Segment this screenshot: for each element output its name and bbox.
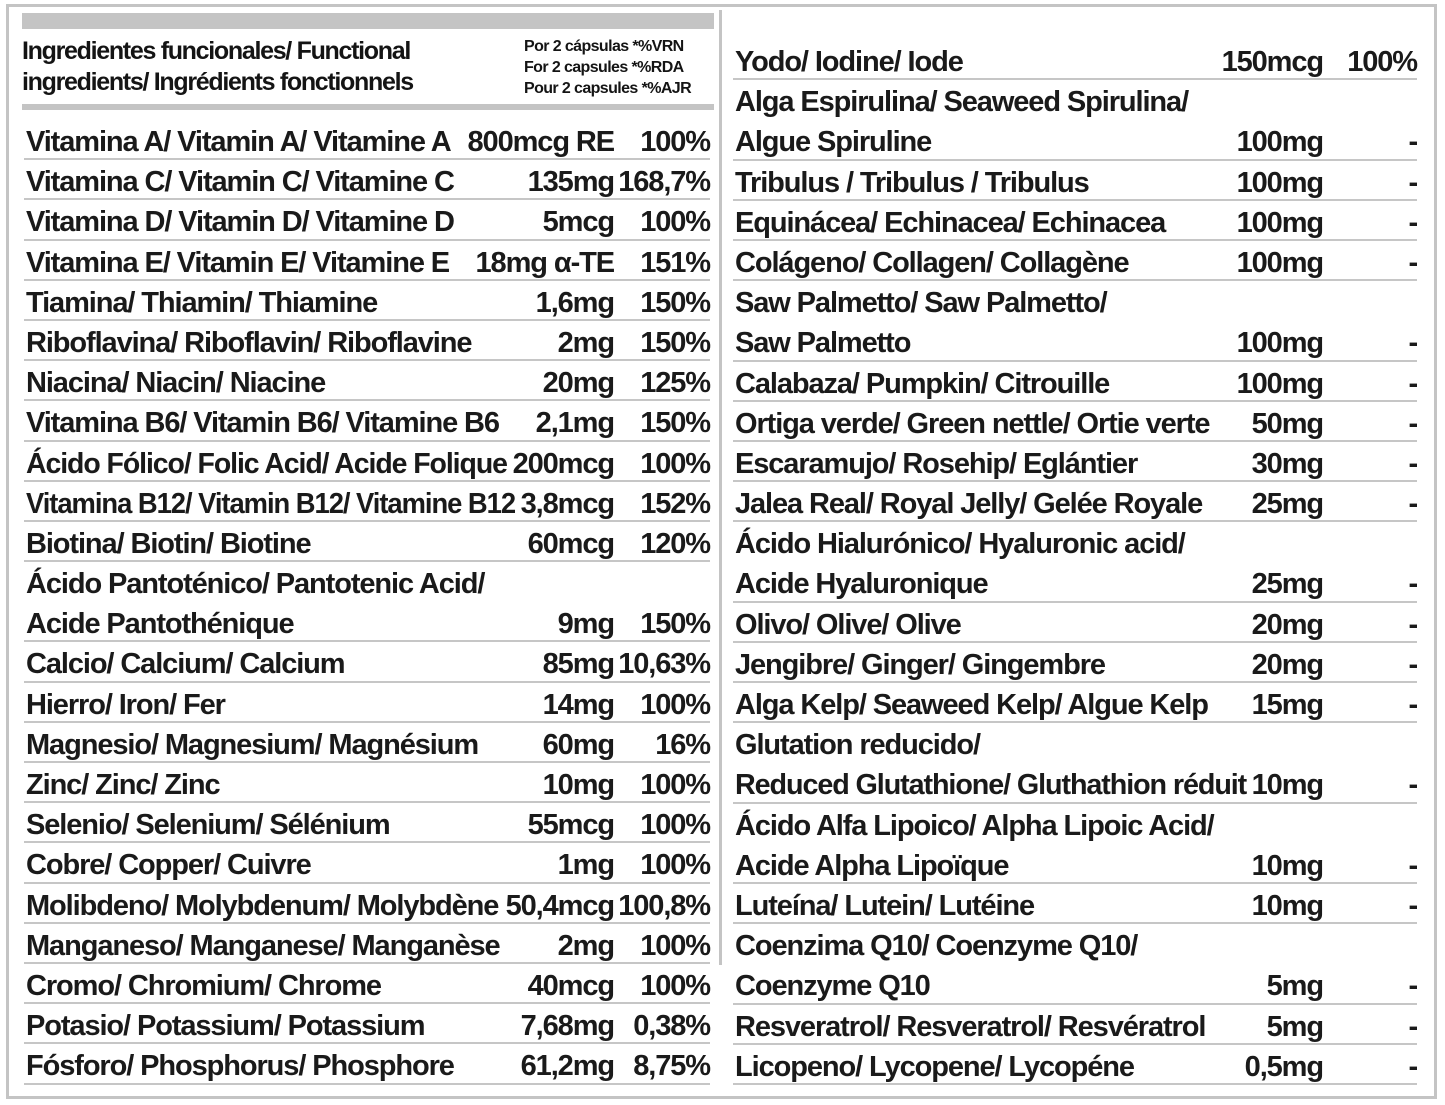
ingredient-percent: 100% (640, 849, 710, 882)
ingredient-percent: - (1408, 206, 1417, 239)
ingredient-percent: 8,75% (633, 1050, 710, 1083)
ingredient-row (24, 884, 710, 924)
ingredient-name: Riboflavina/ Riboflavin/ Riboflavine (26, 326, 472, 359)
ingredient-amount: 800mcg RE (467, 126, 614, 158)
ingredient-name: Resveratrol/ Resveratrol/ Resvératrol (735, 1010, 1206, 1043)
ingredient-amount: 5mg (1266, 970, 1323, 1003)
ingredient-row (24, 361, 710, 401)
ingredient-name: Ácido Pantoténico/ Pantotenic Acid/ (26, 568, 485, 601)
ingredient-name: Alga Kelp/ Seaweed Kelp/ Algue Kelp (735, 689, 1208, 721)
ingredient-amount: 2mg (557, 929, 614, 962)
ingredient-percent: 100% (640, 206, 710, 239)
ingredient-percent: - (1408, 407, 1417, 440)
ingredient-row (24, 482, 710, 522)
ingredient-percent: 151% (640, 246, 710, 279)
ingredient-name: Magnesio/ Magnesium/ Magnésium (26, 728, 479, 761)
ingredient-row (733, 281, 1417, 321)
ingredient-row (733, 442, 1417, 482)
ingredient-row (24, 642, 710, 682)
ingredient-row (733, 120, 1417, 160)
ingredient-percent: - (1408, 447, 1417, 480)
right-ingredient-column (733, 40, 1417, 1085)
ingredient-percent: - (1408, 1010, 1417, 1043)
ingredient-percent: 100% (640, 809, 710, 842)
ingredient-percent: 125% (640, 367, 710, 400)
ingredient-row (733, 362, 1417, 402)
ingredient-name: Yodo/ Iodine/ Iode (735, 46, 963, 78)
ingredient-name: Coenzima Q10/ Coenzyme Q10/ (735, 930, 1138, 963)
ingredient-row (733, 402, 1417, 442)
ingredient-amount: 100mg (1236, 246, 1323, 279)
ingredient-amount: 30mg (1251, 447, 1323, 480)
ingredient-row (24, 924, 710, 964)
header-title-line: ingredients/ Ingrédients fonctionnels (22, 68, 413, 96)
ingredient-amount: 150mcg (1221, 46, 1323, 78)
ingredient-percent: - (1408, 889, 1417, 922)
ingredient-amount: 10mg (1251, 769, 1323, 802)
ingredient-name: Acide Pantothénique (26, 608, 294, 641)
ingredient-row (733, 321, 1417, 361)
ingredient-name: Tiamina/ Thiamin/ Thiamine (26, 286, 378, 319)
ingredient-name: Ácido Fólico/ Folic Acid/ Acide Folique (26, 447, 507, 480)
ingredient-percent: - (1408, 970, 1417, 1003)
ingredient-percent: - (1408, 568, 1417, 601)
ingredient-percent: - (1408, 166, 1417, 199)
ingredient-percent: - (1408, 769, 1417, 802)
ingredient-name: Glutation reducido/ (735, 729, 980, 762)
ingredient-percent: 10,63% (618, 648, 710, 681)
ingredient-row (24, 723, 710, 763)
ingredient-name: Biotina/ Biotin/ Biotine (26, 527, 311, 560)
ingredient-row (24, 200, 710, 240)
ingredient-amount: 2mg (557, 326, 614, 359)
ingredient-amount: 3,8mcg (520, 487, 614, 520)
ingredient-amount: 1,6mg (535, 286, 614, 319)
ingredient-amount: 10mg (1251, 849, 1323, 882)
ingredient-percent: 100% (1347, 46, 1417, 78)
ingredient-percent: 168,7% (618, 166, 710, 199)
ingredient-row (24, 120, 710, 160)
ingredient-row (733, 884, 1417, 924)
ingredient-row (24, 160, 710, 200)
ingredient-percent: 150% (640, 286, 710, 319)
ingredient-name: Algue Spiruline (735, 126, 932, 159)
ingredient-percent: - (1408, 246, 1417, 279)
ingredient-row (733, 804, 1417, 844)
ingredient-amount: 85mg (542, 648, 614, 681)
ingredient-row (733, 844, 1417, 884)
ingredient-amount: 100mg (1236, 166, 1323, 199)
ingredient-name: Zinc/ Zinc/ Zinc (26, 769, 220, 801)
ingredient-amount: 5mcg (542, 206, 614, 239)
ingredient-amount: 10mg (542, 769, 614, 801)
ingredient-row (733, 522, 1417, 562)
ingredient-row (733, 723, 1417, 763)
ingredient-percent: 150% (640, 326, 710, 359)
header-top-bar (22, 13, 714, 29)
ingredient-name: Ácido Hialurónico/ Hyaluronic acid/ (735, 528, 1185, 561)
ingredient-row (24, 401, 710, 441)
ingredient-name: Coenzyme Q10 (735, 970, 930, 1003)
ingredient-name: Cobre/ Copper/ Cuivre (26, 849, 311, 882)
ingredient-percent: - (1408, 126, 1417, 159)
ingredient-name: Manganeso/ Manganese/ Manganèse (26, 929, 500, 962)
ingredient-amount: 60mg (542, 728, 614, 761)
ingredient-row (24, 843, 710, 883)
ingredient-amount: 50,4mcg (505, 889, 614, 922)
ingredient-percent: - (1408, 648, 1417, 681)
ingredient-percent: 100% (640, 929, 710, 962)
ingredient-name: Vitamina A/ Vitamin A/ Vitamine A (26, 126, 451, 158)
ingredient-name: Reduced Glutathione/ Gluthathion réduit (735, 769, 1247, 802)
ingredient-percent: 100,8% (618, 889, 710, 922)
ingredient-row (24, 321, 710, 361)
ingredient-amount: 100mg (1236, 327, 1323, 360)
ingredient-amount: 9mg (557, 608, 614, 641)
ingredient-name: Calabaza/ Pumpkin/ Citrouille (735, 367, 1110, 400)
left-ingredient-column (24, 120, 710, 1085)
ingredient-row (733, 1005, 1417, 1045)
header-title (22, 36, 413, 98)
ingredient-name: Molibdeno/ Molybdenum/ Molybdène (26, 889, 499, 922)
ingredient-row (24, 683, 710, 723)
ingredient-row (24, 1044, 710, 1084)
ingredient-name: Vitamina D/ Vitamin D/ Vitamine D (26, 206, 454, 239)
column-divider (719, 10, 722, 965)
ingredient-percent: 100% (640, 769, 710, 801)
ingredient-amount: 100mg (1236, 367, 1323, 400)
ingredient-amount: 10mg (1251, 889, 1323, 922)
ingredient-row (733, 683, 1417, 723)
ingredient-row (24, 442, 710, 482)
ingredient-name: Potasio/ Potassium/ Potassium (26, 1010, 425, 1043)
ingredient-row (24, 803, 710, 843)
ingredient-row (733, 964, 1417, 1004)
ingredient-amount: 60mcg (527, 527, 614, 560)
ingredient-percent: 120% (640, 527, 710, 560)
ingredient-name: Luteína/ Lutein/ Lutéine (735, 889, 1035, 922)
ingredient-name: Equinácea/ Echinacea/ Echinacea (735, 206, 1166, 239)
ingredient-amount: 7,68mg (520, 1010, 614, 1043)
ingredient-name: Alga Espirulina/ Seaweed Spirulina/ (735, 86, 1189, 119)
ingredient-name: Niacina/ Niacin/ Niacine (26, 367, 326, 400)
ingredient-amount: 20mg (1251, 608, 1323, 641)
ingredient-amount: 55mcg (527, 809, 614, 842)
ingredient-name: Licopeno/ Lycopene/ Lycopéne (735, 1050, 1134, 1083)
ingredient-percent: 100% (640, 688, 710, 721)
ingredient-amount: 61,2mg (520, 1050, 614, 1083)
ingredient-name: Vitamina C/ Vitamin C/ Vitamine C (26, 166, 454, 199)
ingredient-row (24, 562, 710, 602)
header-serving-line: Por 2 cápsulas *%VRN (524, 38, 684, 55)
ingredient-name: Vitamina B12/ Vitamin B12/ Vitamine B12 (26, 487, 516, 520)
ingredient-row (733, 40, 1417, 80)
ingredient-name: Vitamina E/ Vitamin E/ Vitamine E (26, 246, 450, 279)
ingredient-amount: 200mcg (512, 447, 614, 480)
ingredient-percent: 100% (640, 969, 710, 1002)
ingredient-percent: - (1408, 1050, 1417, 1083)
ingredient-percent: 100% (640, 126, 710, 158)
ingredient-row (24, 522, 710, 562)
ingredient-name: Saw Palmetto (735, 327, 911, 360)
ingredient-name: Calcio/ Calcium/ Calcium (26, 648, 345, 681)
ingredient-name: Cromo/ Chromium/ Chrome (26, 969, 381, 1002)
ingredient-name: Selenio/ Selenium/ Sélénium (26, 809, 390, 842)
ingredient-amount: 18mg α-TE (475, 246, 614, 279)
ingredient-amount: 100mg (1236, 206, 1323, 239)
ingredient-row (733, 562, 1417, 602)
table-header (22, 34, 714, 110)
ingredient-row (24, 602, 710, 642)
ingredient-percent: - (1408, 488, 1417, 521)
header-serving-line: Pour 2 capsules *%AJR (524, 80, 692, 97)
ingredient-percent: 150% (640, 608, 710, 641)
ingredient-row (733, 763, 1417, 803)
ingredient-name: Ortiga verde/ Green nettle/ Ortie verte (735, 407, 1210, 440)
ingredient-amount: 25mg (1251, 488, 1323, 521)
ingredient-amount: 135mg (527, 166, 614, 199)
header-title-line: Ingredientes funcionales/ Functional (22, 37, 410, 65)
ingredient-name: Saw Palmetto/ Saw Palmetto/ (735, 287, 1107, 320)
ingredient-amount: 40mcg (527, 969, 614, 1002)
ingredient-row (733, 1045, 1417, 1085)
ingredient-name: Acide Hyaluronique (735, 568, 988, 601)
ingredient-name: Jalea Real/ Royal Jelly/ Gelée Royale (735, 488, 1203, 521)
ingredient-row (733, 161, 1417, 201)
ingredient-percent: - (1408, 608, 1417, 641)
ingredient-amount: 14mg (542, 688, 614, 721)
ingredient-name: Escaramujo/ Rosehip/ Eglántier (735, 447, 1138, 480)
ingredient-row (733, 80, 1417, 120)
ingredient-row (733, 201, 1417, 241)
ingredient-name: Tribulus / Tribulus / Tribulus (735, 166, 1089, 199)
ingredient-percent: 150% (640, 407, 710, 440)
ingredient-row (733, 482, 1417, 522)
ingredient-percent: 0,38% (633, 1010, 710, 1043)
ingredient-amount: 100mg (1236, 126, 1323, 159)
ingredient-name: Vitamina B6/ Vitamin B6/ Vitamine B6 (26, 407, 499, 440)
ingredient-name: Olivo/ Olive/ Olive (735, 608, 961, 641)
ingredient-row (733, 643, 1417, 683)
ingredient-name: Fósforo/ Phosphorus/ Phosphore (26, 1050, 454, 1083)
ingredient-row (24, 1004, 710, 1044)
ingredient-name: Hierro/ Iron/ Fer (26, 688, 225, 721)
ingredient-amount: 15mg (1251, 689, 1323, 721)
ingredient-amount: 50mg (1251, 407, 1323, 440)
ingredient-row (733, 241, 1417, 281)
ingredient-amount: 1mg (557, 849, 614, 882)
ingredient-row (24, 241, 710, 281)
ingredient-percent: 152% (640, 487, 710, 520)
ingredient-amount: 0,5mg (1244, 1050, 1323, 1083)
ingredient-percent: - (1408, 367, 1417, 400)
ingredient-amount: 2,1mg (535, 407, 614, 440)
ingredient-row (24, 763, 710, 803)
ingredient-row (24, 281, 710, 321)
ingredient-percent: - (1408, 689, 1417, 721)
ingredient-name: Colágeno/ Collagen/ Collagène (735, 246, 1129, 279)
ingredient-name: Jengibre/ Ginger/ Gingembre (735, 648, 1105, 681)
ingredient-percent: - (1408, 849, 1417, 882)
ingredient-amount: 20mg (1251, 648, 1323, 681)
header-serving (524, 36, 691, 99)
ingredient-name: Acide Alpha Lipoïque (735, 849, 1009, 882)
header-serving-line: For 2 capsules *%RDA (524, 59, 684, 76)
ingredient-row (24, 964, 710, 1004)
ingredient-row (733, 603, 1417, 643)
ingredient-percent: 100% (640, 447, 710, 480)
ingredient-name: Ácido Alfa Lipoico/ Alpha Lipoic Acid/ (735, 809, 1214, 842)
ingredient-amount: 20mg (542, 367, 614, 400)
ingredient-amount: 5mg (1266, 1010, 1323, 1043)
ingredient-amount: 25mg (1251, 568, 1323, 601)
ingredient-row (733, 924, 1417, 964)
ingredient-percent: 16% (655, 728, 710, 761)
ingredient-percent: - (1408, 327, 1417, 360)
